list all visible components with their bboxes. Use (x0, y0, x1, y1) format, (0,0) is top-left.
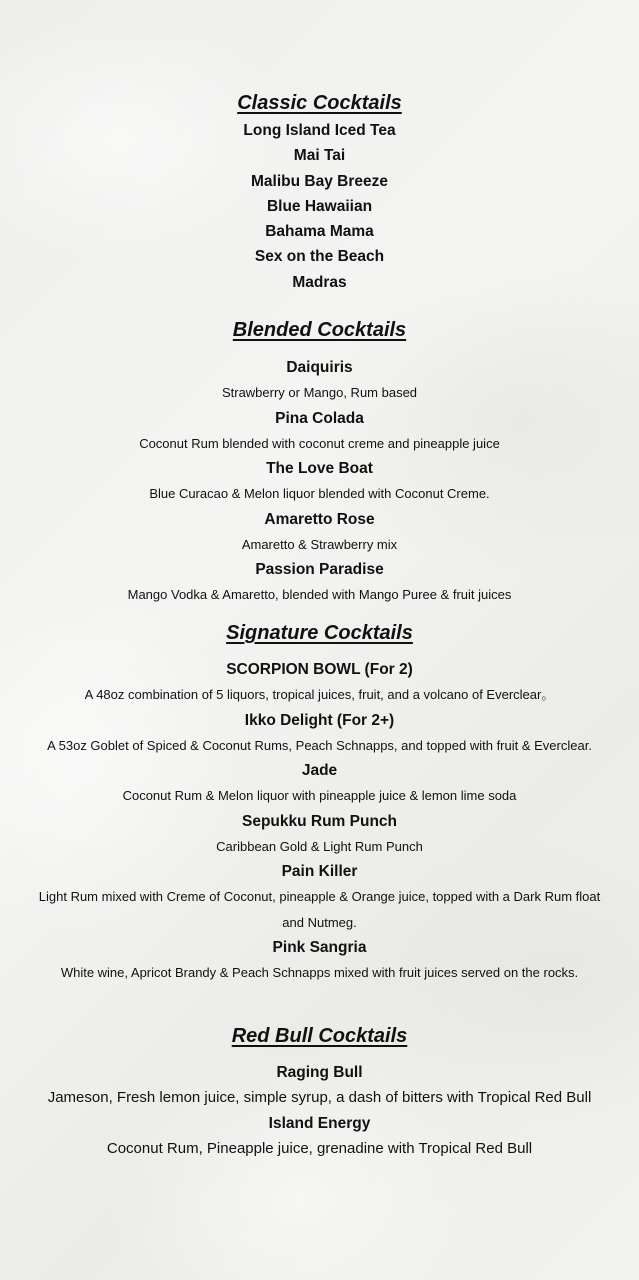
menu-item-name: Mai Tai (293, 147, 346, 165)
blended-cocktails-section (0, 316, 639, 608)
menu-item-description: Strawberry or Mango, Rum based (221, 385, 418, 401)
section-heading: Blended Cocktails (232, 319, 407, 341)
menu-item-name: The Love Boat (266, 460, 373, 477)
section-heading: Red Bull Cocktails (231, 1025, 408, 1047)
menu-item-description: White wine, Apricot Brandy & Peach Schnapps mixed with fruit juices served on the rocks. (60, 965, 579, 980)
menu-item-name: Amaretto Rose (264, 510, 375, 528)
classic-cocktails-section (0, 89, 639, 295)
menu-item-description: Coconut Rum blended with coconut creme and pineapple juice (139, 435, 500, 451)
section-heading: Classic Cocktails (237, 92, 402, 114)
menu-item-name: Blue Hawaiian (266, 197, 373, 215)
menu-item-name: Malibu Bay Breeze (251, 172, 388, 190)
menu-item-name: Daiquiris (286, 359, 353, 376)
menu-item-name: Pink Sangria (272, 938, 367, 956)
menu-item-name: Sex on the Beach (254, 248, 385, 266)
menu-item-name: Jade (301, 762, 338, 779)
menu-item-name: Sepukku Rum Punch (241, 812, 398, 830)
menu-item-name: Madras (292, 273, 347, 291)
menu-item-description: Light Rum mixed with Creme of Coconut, pineapple & Orange juice, topped with a Dark Rum float and Nutmeg. (38, 889, 601, 930)
menu-item-description: Coconut Rum, Pineapple juice, grenadine with Tropical Red Bull (106, 1139, 533, 1157)
signature-cocktails-section (0, 619, 639, 985)
menu-item-name: Ikko Delight (For 2+) (244, 711, 395, 729)
redbull-cocktails-section (0, 1022, 639, 1161)
section-heading: Signature Cocktails (226, 622, 413, 644)
menu-item-description: Caribbean Gold & Light Rum Punch (216, 838, 423, 854)
menu-item-name: SCORPION BOWL (For 2) (226, 661, 413, 678)
menu-item-name: Pina Colada (275, 409, 364, 427)
menu-item-name: Passion Paradise (255, 561, 384, 578)
menu-item-name: Pain Killer (281, 863, 358, 880)
menu-item-description: A 48oz combination of 5 liquors, tropical juices, fruit, and a volcano of Everclear。 (84, 687, 555, 703)
menu-item-description: Blue Curacao & Melon liquor blended with Coconut Creme. (149, 486, 490, 502)
menu-item-description: Mango Vodka & Amaretto, blended with Mango Puree & fruit juices (127, 587, 512, 603)
menu-item-name: Bahama Mama (265, 223, 374, 241)
menu-item-description: A 53oz Goblet of Spiced & Coconut Rums, Peach Schnapps, and topped with fruit & Everclear. (47, 737, 592, 753)
menu-item-name: Raging Bull (276, 1064, 363, 1081)
menu-item-description: Coconut Rum & Melon liquor with pineapple juice & lemon lime soda (122, 788, 517, 804)
menu-item-description: Jameson, Fresh lemon juice, simple syrup, a dash of bitters with Tropical Red Bull (47, 1089, 592, 1107)
menu-item-name: Long Island Iced Tea (243, 122, 396, 139)
menu-item-description: Amaretto & Strawberry mix (241, 536, 398, 552)
menu-item-name: Island Energy (268, 1114, 371, 1132)
